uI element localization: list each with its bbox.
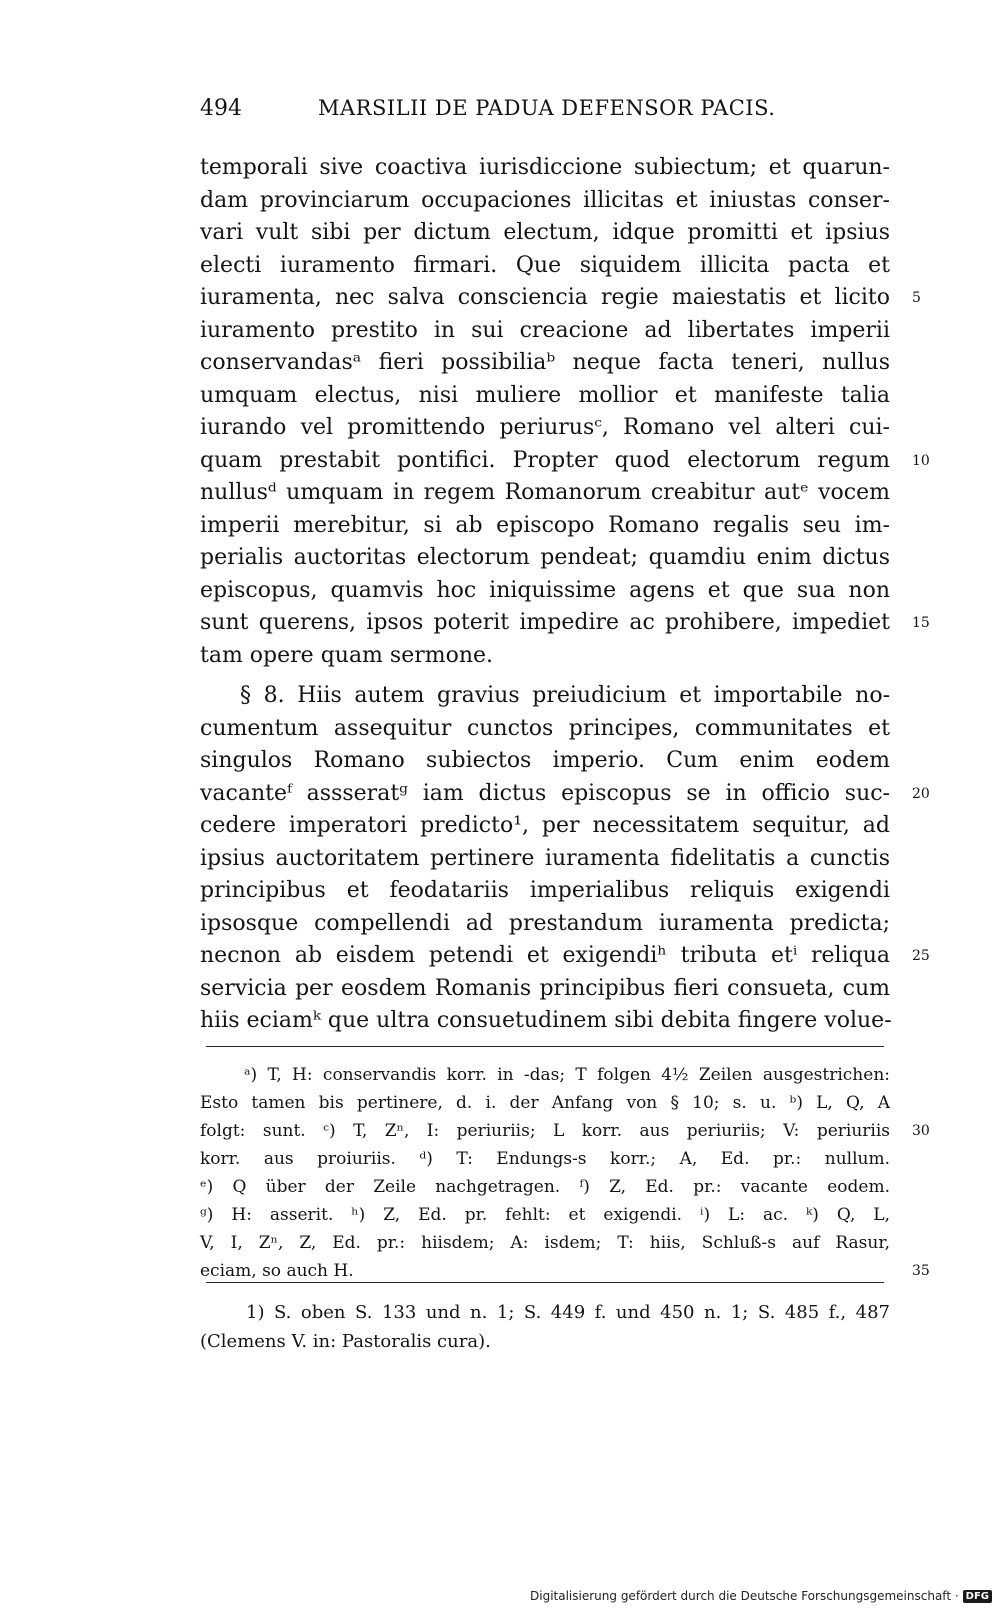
line-number: 20 xyxy=(912,785,930,802)
digitization-credit xyxy=(530,1589,992,1603)
footnote-divider xyxy=(206,1282,884,1283)
text-line: cumentum assequitur cunctos principes, communitates et xyxy=(200,715,890,741)
text-line: servicia per eosdem Romanis principibus fieri consueta, cum xyxy=(200,975,890,1001)
apparatus-line: Esto tamen bis pertinere, d. i. der Anfang von § 10; s. u. ᵇ) L, Q, A xyxy=(200,1093,890,1113)
critical-apparatus xyxy=(200,1061,930,1285)
text-line: umquam electus, nisi muliere mollior et manifeste talia xyxy=(200,382,890,408)
text-line: iurando vel promittendo periurusᶜ, Romano vel alteri cui- xyxy=(200,415,890,440)
apparatus-line: ᵉ) Q über der Zeile nachgetragen. ᶠ) Z, Ed. pr.: vacante eodem. xyxy=(200,1177,890,1197)
text-line: episcopus, quamvis hoc iniquissime agens et que sua non xyxy=(200,577,890,603)
text-line: nullusᵈ umquam in regem Romanorum creabitur autᵉ vocem xyxy=(200,480,890,505)
apparatus-line: eciam, so auch H. 35 xyxy=(200,1257,890,1285)
text-line: tam opere quam sermone. xyxy=(200,642,494,668)
text-line: quam prestabit pontifici. Propter quod electorum regum 10 xyxy=(200,445,890,478)
text-line: vari vult sibi per dictum electum, idque promitti et ipsius xyxy=(200,220,890,245)
apparatus-line: V, I, Zⁿ, Z, Ed. pr.: hiisdem; A: isdem; T: hiis, Schluß-s auf Rasur, xyxy=(200,1233,890,1253)
text-line: electi iuramento firmari. Que siquidem illicita pacta et xyxy=(200,252,890,278)
apparatus-line: folgt: sunt. ᶜ) T, Zⁿ, I: periuriis; L korr. aus periuriis; V: periuriis 30 xyxy=(200,1117,890,1145)
page-header xyxy=(200,96,900,130)
line-number: 15 xyxy=(912,615,930,631)
text-line: dam provinciarum occupaciones illicitas et iniustas conser- xyxy=(200,187,890,213)
apparatus-line: ᵍ) H: asserit. ʰ) Z, Ed. pr. fehlt: et exigendi. ⁱ) L: ac. ᵏ) Q, L, xyxy=(200,1205,890,1225)
text-line: § 8. Hiis autem gravius preiudicium et importabile no- xyxy=(240,683,890,708)
text-line: iuramento prestito in sui creacione ad libertates imperii xyxy=(200,317,890,343)
line-number: 25 xyxy=(912,948,930,964)
text-line: sunt querens, ipsos poterit impedire ac prohibere, impediet 15 xyxy=(200,607,890,640)
running-title: MARSILII DE PADUA DEFENSOR PACIS. xyxy=(318,96,776,120)
text-line: imperii merebitur, si ab episcopo Romano regalis seu im- xyxy=(200,512,890,538)
text-line: conservandasᵃ fieri possibiliaᵇ neque facta teneri, nullus xyxy=(200,350,890,375)
line-number: 30 xyxy=(912,1123,930,1139)
text-line: temporali sive coactiva iurisdiccione subiectum; et quarun- xyxy=(200,155,890,180)
text-line: singulos Romano subiectos imperio. Cum enim eodem xyxy=(200,748,890,773)
footnote-line: 1) S. oben S. 133 und n. 1; S. 449 f. und 450 n. 1; S. 485 f., 487 xyxy=(246,1302,890,1323)
dfg-logo-icon: DFG xyxy=(963,1590,992,1603)
apparatus-divider xyxy=(206,1046,884,1047)
text-line: ipsosque compellendi ad prestandum iuramenta predicta; xyxy=(200,910,890,936)
text-line: cedere imperatori predicto¹, per necessitatem sequitur, ad xyxy=(200,813,890,838)
text-line: principibus et feodatariis imperialibus reliquis exigendi xyxy=(200,878,890,903)
main-text xyxy=(200,152,930,1038)
text-line: ipsius auctoritatem pertinere iuramenta fidelitatis a cunctis xyxy=(200,845,890,871)
line-number: 35 xyxy=(912,1263,930,1279)
text-line: hiis eciamᵏ que ultra consuetudinem sibi debita fingere volue- xyxy=(200,1008,892,1033)
credit-text: Digitalisierung gefördert durch die Deutsche Forschungsgemeinschaft · xyxy=(530,1589,959,1603)
text-line: perialis auctoritas electorum pendeat; quamdiu enim dictus xyxy=(200,545,890,570)
line-number: 5 xyxy=(912,290,921,306)
text-line: vacanteᶠ assseratᵍ iam dictus episcopus se in officio suc- 20 xyxy=(200,778,890,811)
text-line: necnon ab eisdem petendi et exigendiʰ tributa etⁱ reliqua 25 xyxy=(200,940,890,973)
apparatus-line: korr. aus proiuriis. ᵈ) T: Endungs-s korr.; A, Ed. pr.: nullum. xyxy=(200,1149,890,1169)
footnotes xyxy=(200,1298,890,1356)
footnote-line: (Clemens V. in: Pastoralis cura). xyxy=(200,1331,491,1352)
page-number: 494 xyxy=(200,96,242,121)
line-number: 10 xyxy=(912,452,930,469)
apparatus-line: ᵃ) T, H: conservandis korr. in -das; T folgen 4½ Zeilen ausgestrichen: xyxy=(244,1065,890,1085)
text-line: iuramenta, nec salva consciencia regie maiestatis et licito 5 xyxy=(200,282,890,315)
